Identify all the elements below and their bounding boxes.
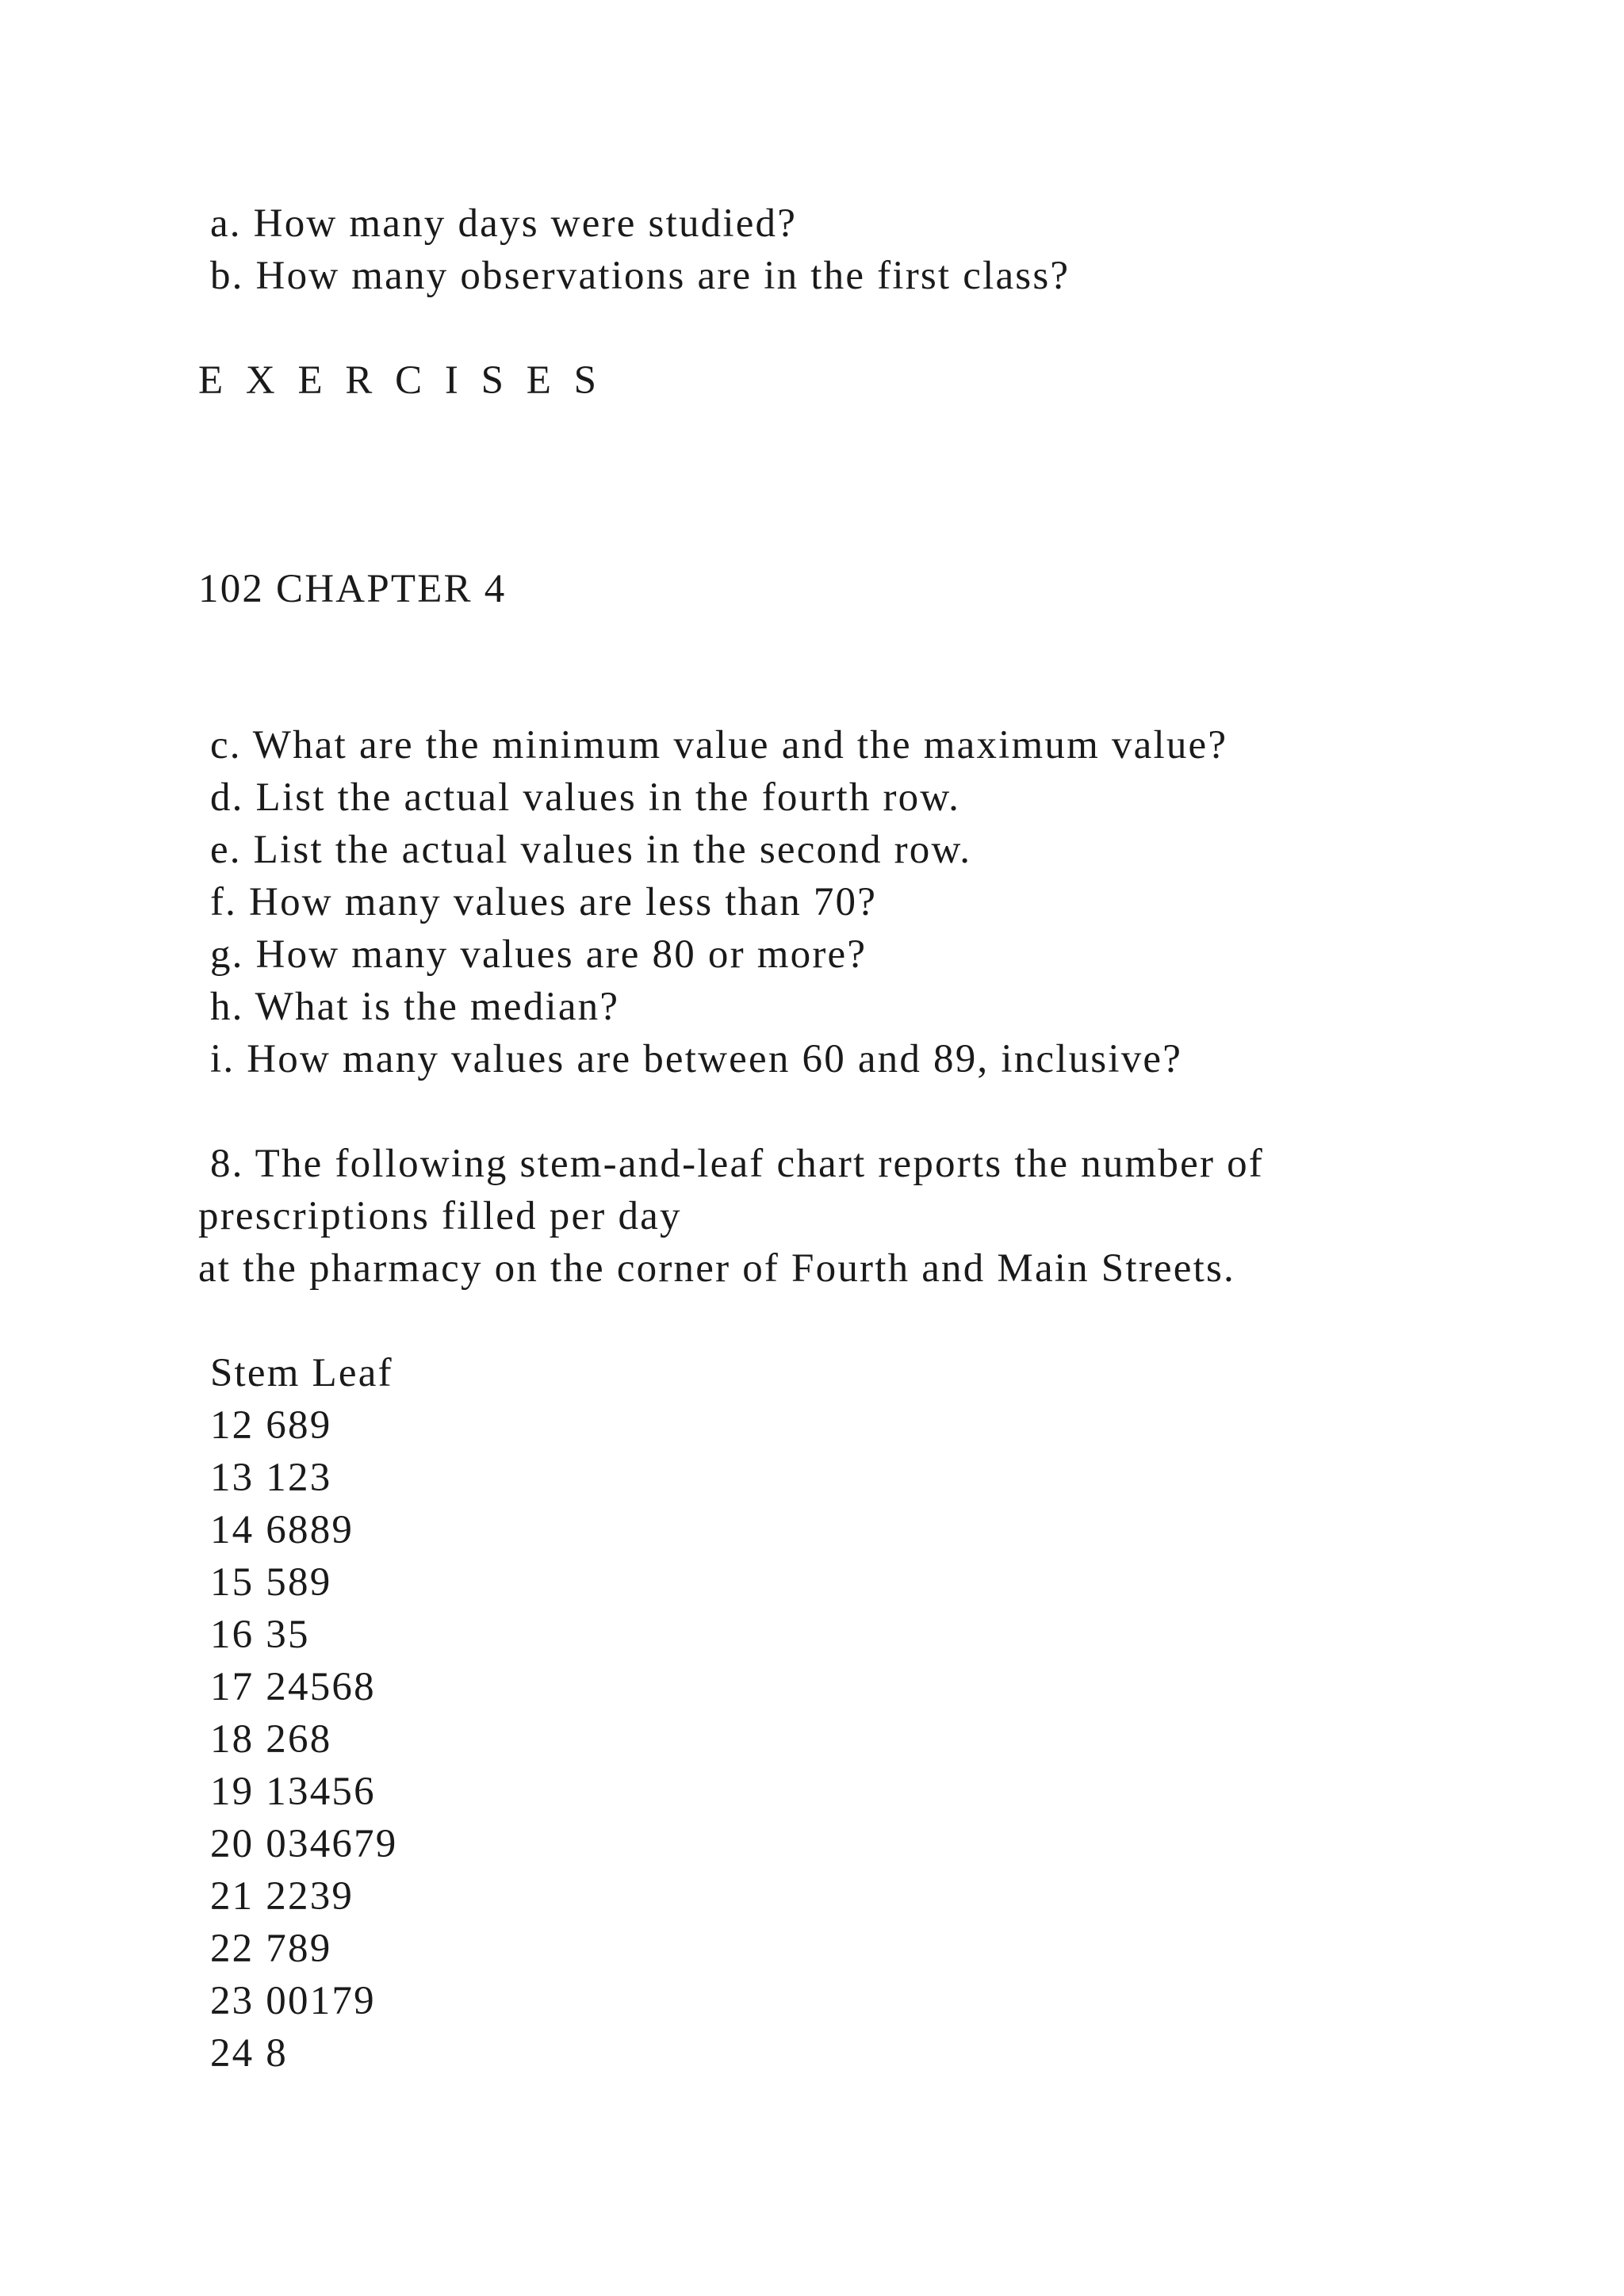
stem-leaf-row: 17 24568 — [198, 1665, 376, 1709]
question-b: b. How many observations are in the first class? — [198, 254, 1071, 298]
exercise-8-line-2: prescriptions filled per day — [198, 1194, 682, 1238]
stem-leaf-row: 13 123 — [198, 1456, 332, 1500]
stem-leaf-row: 23 00179 — [198, 1979, 376, 2023]
stem-leaf-row: 19 13456 — [198, 1770, 376, 1814]
stem-leaf-row: 24 8 — [198, 2031, 288, 2076]
stem-leaf-row: 15 589 — [198, 1560, 332, 1605]
stem-leaf-row: 18 268 — [198, 1717, 332, 1762]
exercise-8-line-1: 8. The following stem-and-leaf chart reports the number of — [198, 1142, 1264, 1186]
stem-leaf-row: 22 789 — [198, 1927, 332, 1971]
stem-leaf-row: 14 6889 — [198, 1508, 354, 1552]
question-a: a. How many days were studied? — [198, 201, 798, 246]
question-i: i. How many values are between 60 and 89, inclusive? — [198, 1037, 1183, 1081]
exercises-heading: E X E R C I S E S — [198, 358, 603, 403]
question-c: c. What are the minimum value and the maximum value? — [198, 723, 1228, 767]
question-e: e. List the actual values in the second row. — [198, 828, 972, 872]
stem-leaf-row: 20 034679 — [198, 1822, 398, 1866]
page-header: 102 CHAPTER 4 — [198, 567, 507, 611]
stem-leaf-header: Stem Leaf — [198, 1351, 393, 1395]
stem-leaf-row: 12 689 — [198, 1403, 332, 1448]
stem-leaf-row: 21 2239 — [198, 1874, 354, 1919]
question-d: d. List the actual values in the fourth row. — [198, 775, 961, 820]
question-h: h. What is the median? — [198, 985, 620, 1029]
question-f: f. How many values are less than 70? — [198, 880, 878, 924]
stem-leaf-row: 16 35 — [198, 1613, 310, 1657]
question-g: g. How many values are 80 or more? — [198, 932, 868, 977]
exercise-8-line-3: at the pharmacy on the corner of Fourth and Main Streets. — [198, 1246, 1235, 1291]
